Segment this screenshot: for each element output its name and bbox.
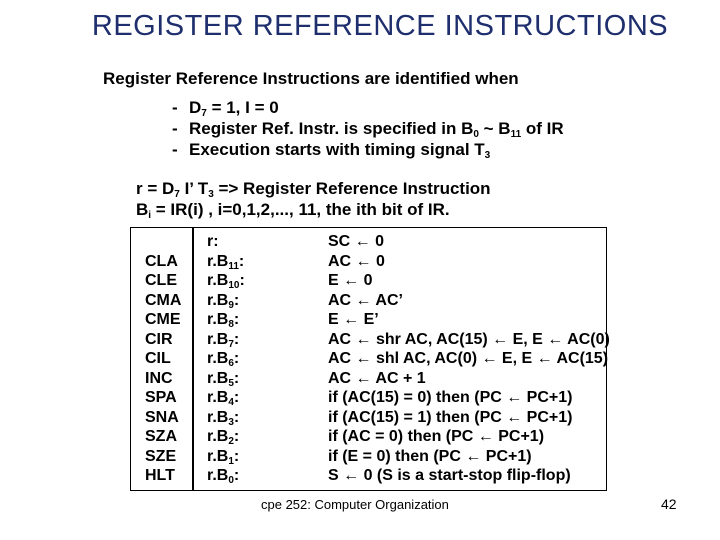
bit-column — [207, 232, 245, 486]
operation-cell: if (AC(15) = 1) then (PC ← PC+1) — [328, 408, 573, 426]
formula-block — [136, 178, 491, 220]
bit-cell: $r.B_2$: — [207, 428, 240, 447]
mnemonic-cell: CIR — [145, 330, 173, 348]
table-divider — [192, 227, 194, 491]
mnemonic-cell: CMA — [145, 291, 182, 309]
operation-cell: E ← 0 — [328, 272, 373, 289]
operation-cell: if (E = 0) then (PC ← PC+1) — [328, 447, 532, 465]
operation-cell: AC ← shl AC, AC(0) ← E, E ← AC(15) — [328, 350, 609, 367]
bit-cell: $r.B_3$: — [207, 408, 240, 428]
bit-header: r: — [207, 233, 219, 250]
operation-cell: AC ← AC + 1 — [328, 369, 426, 387]
bit-cell: $r.B_4$: — [207, 389, 240, 408]
mnemonic-cell: SZE — [145, 447, 177, 465]
mnemonic-cell: CIL — [145, 350, 171, 367]
bit-cell: $r.B_{11}$: — [207, 252, 245, 272]
operation-cell: if (AC = 0) then (PC ← PC+1) — [328, 428, 545, 445]
operation-cell: if (AC(15) = 0) then (PC ← PC+1) — [328, 389, 573, 406]
footer-text: cpe 252: Computer Organization — [261, 497, 449, 512]
mnemonic-cell: CLA — [145, 252, 178, 270]
bit-cell: $r.B_8$: — [207, 311, 240, 330]
mnemonic-cell: SPA — [145, 389, 177, 406]
condition-item: - Register Ref. Instr. is specified in $B_0$ ~ $B_{11}$ of IR — [172, 119, 564, 140]
mnemonic-cell — [145, 232, 181, 252]
formula-line-r: $r = D_7$ I’ $T_3$ => Register Reference Instruction — [136, 179, 491, 200]
slide-title: REGISTER REFERENCE INSTRUCTIONS — [91, 10, 669, 42]
bit-cell: $r.B_6$: — [207, 350, 240, 369]
operation-cell: AC ← shr AC, AC(15) ← E, E ← AC(0) — [328, 330, 610, 348]
mnemonic-column — [145, 232, 181, 486]
operation-cell: E ← E’ — [328, 311, 379, 328]
page-number: 42 — [661, 496, 677, 512]
mnemonic-cell: CLE — [145, 272, 177, 289]
condition-list — [172, 97, 564, 160]
mnemonic-cell: HLT — [145, 467, 175, 484]
condition-item: - $D_7 = 1$, I = 0 — [172, 98, 279, 119]
operation-cell: SC ← 0 — [328, 233, 385, 250]
operation-cell: AC ← 0 — [328, 252, 385, 270]
bit-cell: $r.B_7$: — [207, 330, 240, 350]
mnemonic-cell: SZA — [145, 428, 177, 445]
mnemonic-cell: CME — [145, 311, 181, 328]
intro-text: Register Reference Instructions are identified when — [103, 69, 519, 88]
bit-cell: $r.B_1$: — [207, 447, 240, 467]
condition-item: - Execution starts with timing signal $T_3$ — [172, 140, 491, 161]
bit-cell: $r.B_5$: — [207, 369, 240, 389]
formula-line-b: $B_i = IR(i)$ , i=0,1,2,..., 11, the ith bit of IR. — [136, 200, 450, 221]
mnemonic-cell: SNA — [145, 408, 179, 426]
operation-column — [328, 232, 610, 486]
operation-cell: AC ← AC’ — [328, 291, 403, 309]
bit-cell: $r.B_9$: — [207, 291, 240, 311]
bit-cell: $r.B_{10}$: — [207, 272, 245, 291]
bit-cell: $r.B_0$: — [207, 467, 240, 486]
mnemonic-cell: INC — [145, 369, 173, 387]
operation-cell: S ← 0 (S is a start-stop flip-flop) — [328, 467, 571, 484]
